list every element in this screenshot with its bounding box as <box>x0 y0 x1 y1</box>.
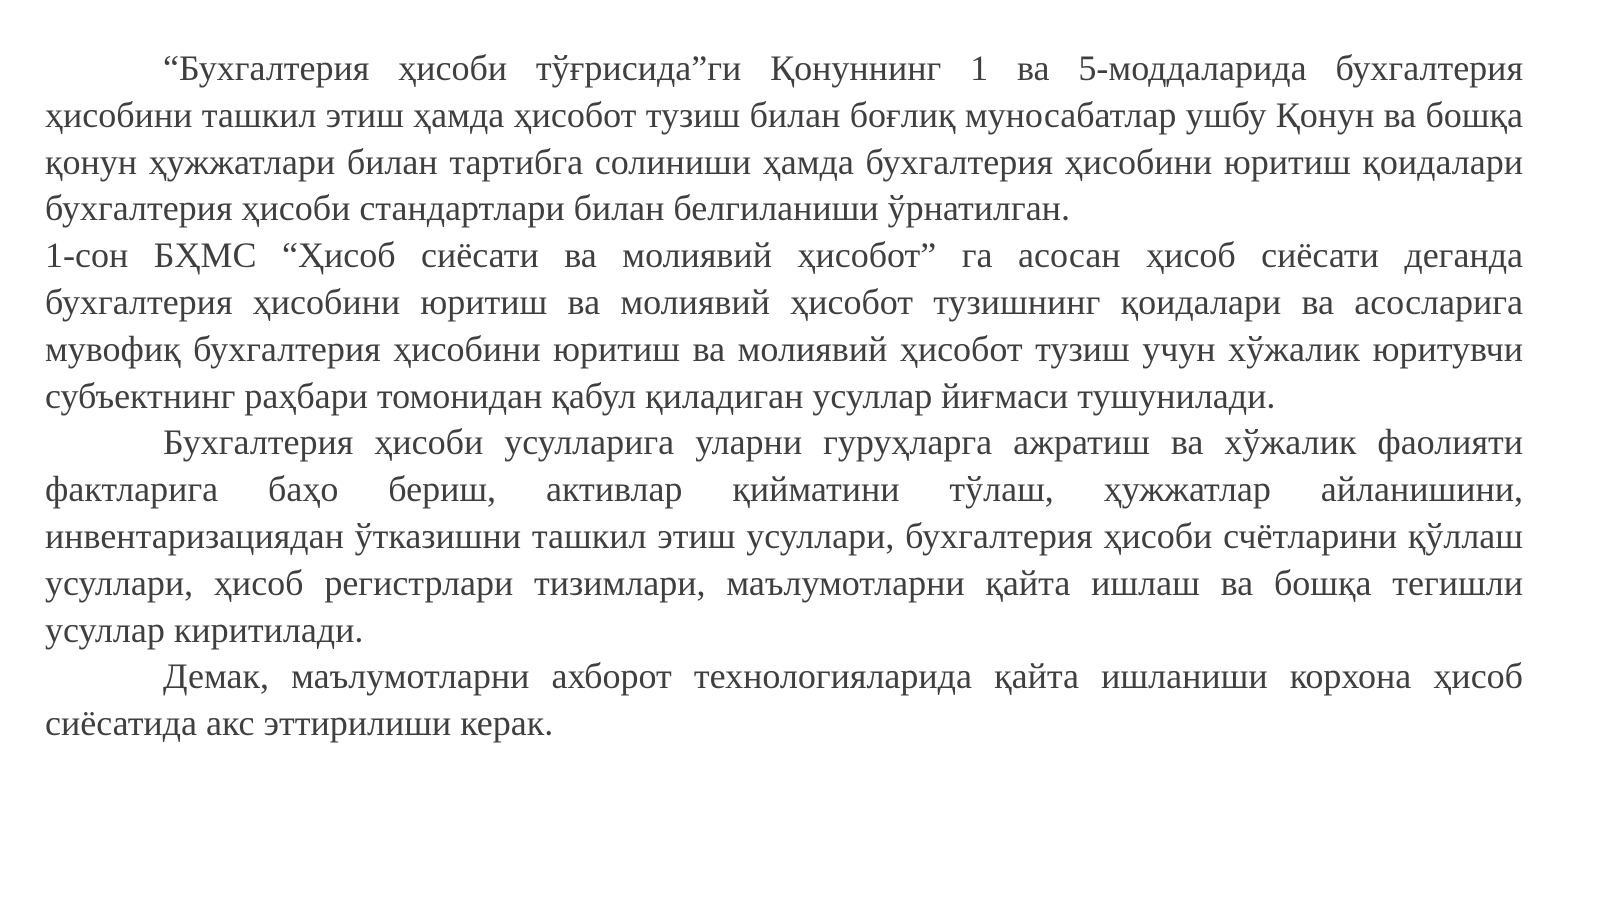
document-body <box>45 45 1523 747</box>
paragraph-accounting-policy-definition: 1-сон БҲМС “Ҳисоб сиёсати ва молиявий ҳисобот” га асосан ҳисоб сиёсати деганда бухгалтерия ҳисобини юритиш ва молиявий ҳисобот тузишнинг қоидалари ва асосларига мувофиқ бухгалтерия ҳисобини юритиш ва молиявий ҳисобот тузиш учун хўжалик юритувчи субъектнинг раҳбари томонидан қабул қиладиган усуллар йиғмаси тушунилади. <box>45 235 1523 416</box>
paragraph-law-articles: “Бухгалтерия ҳисоби тўғрисида”ги Қонуннинг 1 ва 5-моддаларида бухгалтерия ҳисобини ташкил этиш ҳамда ҳисобот тузиш билан боғлиқ муносабатлар ушбу Қонун ва бошқа қонун ҳужжатлари билан тартибга солиниши ҳамда бухгалтерия ҳисобини юритиш қоидалари бухгалтерия ҳисоби стандартлари билан белгиланиши ўрнатилган. <box>45 48 1523 229</box>
paragraph-conclusion: Демак, маълумотларни ахборот технологияларида қайта ишланиши корхона ҳисоб сиёсатида акс эттирилиши керак. <box>45 656 1523 744</box>
paragraph-accounting-methods: Бухгалтерия ҳисоби усулларига уларни гуруҳларга ажратиш ва хўжалик фаолияти фактларига баҳо бериш, активлар қийматини тўлаш, ҳужжатлар айланишини, инвентаризациядан ўтказишни ташкил этиш усуллари, бухгалтерия ҳисоби счётларини қўллаш усуллари, ҳисоб регистрлари тизимлари, маълумотларни қайта ишлаш ва бошқа тегишли усуллар киритилади. <box>45 422 1523 650</box>
